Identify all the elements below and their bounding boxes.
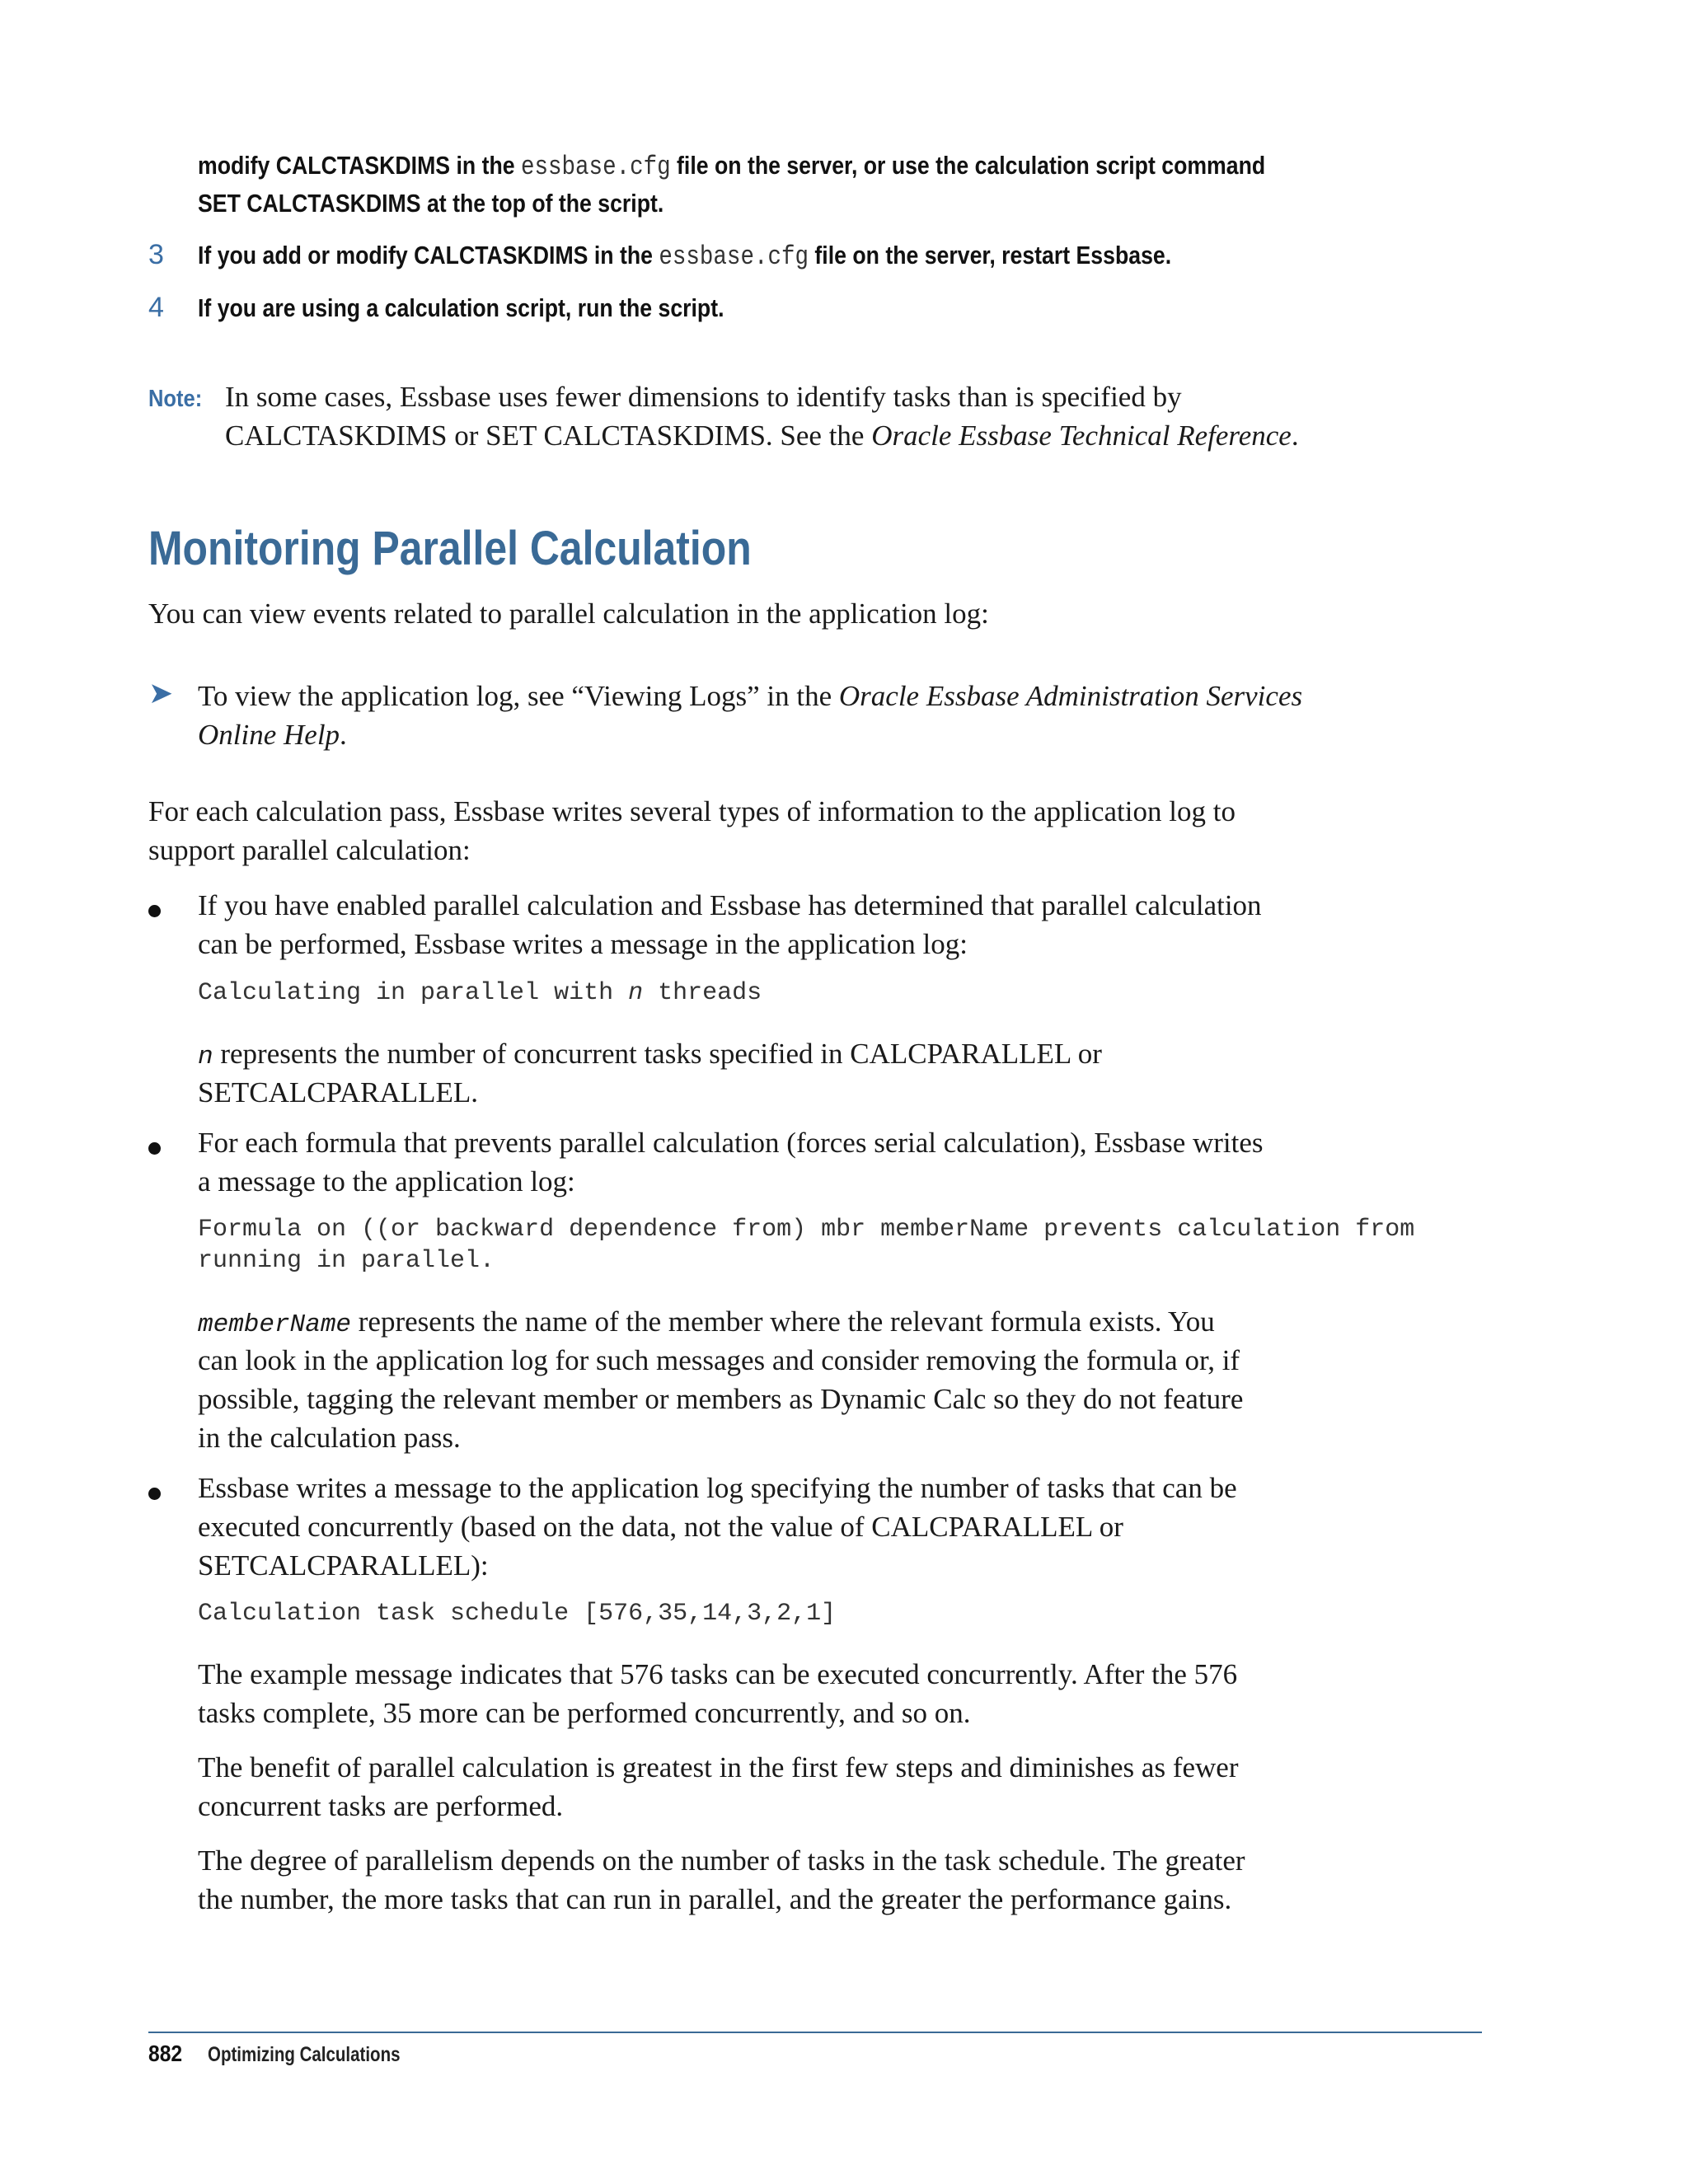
step-2-continuation-line-2: SET CALCTASKDIMS at the top of the script. <box>198 189 664 218</box>
online-help-title: Oracle Essbase Administration Services <box>838 680 1303 712</box>
section-intro: You can view events related to parallel calculation in the application log: <box>148 598 989 630</box>
technical-reference-title: Oracle Essbase Technical Reference <box>871 419 1292 452</box>
step-2-continuation-line-1: modify CALCTASKDIMS in the essbase.cfg file on the server, or use the calculation script command <box>198 151 1266 182</box>
bullet-3-code: Calculation task schedule [576,35,14,3,2,1] <box>198 1600 837 1628</box>
online-help-title-cont: Online Help <box>198 719 340 751</box>
step-3-text: If you add or modify CALCTASKDIMS in the essbase.cfg file on the server, restart Essbase. <box>198 241 1172 272</box>
page-number: 882 <box>148 2041 183 2066</box>
paragraph-line-2: support parallel calculation: <box>148 834 471 866</box>
footer-rule <box>148 2032 1482 2033</box>
bullet-2-line-2: a message to the application log: <box>198 1165 575 1197</box>
bullet-3-p2-line-2: concurrent tasks are performed. <box>198 1790 564 1822</box>
bullet-2-code-line-1: Formula on ((or backward dependence from) mbr memberName prevents calculation from <box>198 1216 1415 1244</box>
bullet-2-code-line-2: running in parallel. <box>198 1247 495 1275</box>
config-filename: essbase.cfg <box>659 241 809 272</box>
procedure-line-1: To view the application log, see “Viewing Logs” in the Oracle Essbase Administration Services <box>198 680 1303 712</box>
chapter-title: Optimizing Calculations <box>208 2043 401 2066</box>
bullet-3-line-1: Essbase writes a message to the application log specifying the number of tasks that can be <box>198 1472 1237 1504</box>
bullet-3-p2-line-1: The benefit of parallel calculation is greatest in the first few steps and diminishes as fewer <box>198 1751 1239 1783</box>
bullet-icon <box>148 1142 161 1155</box>
step-4-text: If you are using a calculation script, run the script. <box>198 293 724 322</box>
note-line-2: CALCTASKDIMS or SET CALCTASKDIMS. See the Oracle Essbase Technical Reference. <box>225 419 1299 452</box>
bullet-1-line-1: If you have enabled parallel calculation and Essbase has determined that parallel calculation <box>198 889 1262 921</box>
bullet-2-line-1: For each formula that prevents parallel calculation (forces serial calculation), Essbase writes <box>198 1127 1264 1159</box>
paragraph-line-1: For each calculation pass, Essbase writes several types of information to the application log to <box>148 795 1236 827</box>
bullet-3-line-2: executed concurrently (based on the data, not the value of CALCPARALLEL or <box>198 1511 1123 1543</box>
bullet-1-code: Calculating in parallel with n threads <box>198 979 762 1007</box>
bullet-2-desc-line-4: in the calculation pass. <box>198 1422 461 1454</box>
bullet-2-desc-line-3: possible, tagging the relevant member or members as Dynamic Calc so they do not feature <box>198 1383 1244 1415</box>
bullet-2-desc-line-2: can look in the application log for such messages and consider removing the formula or, if <box>198 1344 1240 1376</box>
bullet-1-desc-line-2: SETCALCPARALLEL. <box>198 1076 478 1108</box>
note-label: Note: <box>148 386 203 412</box>
bullet-3-p3-line-1: The degree of parallelism depends on the number of tasks in the task schedule. The greater <box>198 1844 1245 1877</box>
bullet-icon <box>148 905 161 917</box>
note-line-1: In some cases, Essbase uses fewer dimensions to identify tasks than is specified by <box>225 381 1182 413</box>
step-4-number: 4 <box>148 292 164 323</box>
bullet-icon <box>148 1488 161 1500</box>
config-filename: essbase.cfg <box>520 152 671 182</box>
bullet-3-p3-line-2: the number, the more tasks that can run in parallel, and the greater the performance gains. <box>198 1883 1232 1915</box>
procedure-arrow-icon: ➤ <box>148 677 174 710</box>
procedure-line-2: Online Help. <box>198 719 347 751</box>
bullet-3-line-3: SETCALCPARALLEL): <box>198 1549 489 1582</box>
section-title: Monitoring Parallel Calculation <box>148 522 752 575</box>
bullet-3-p1-line-2: tasks complete, 35 more can be performed concurrently, and so on. <box>198 1697 971 1729</box>
bullet-3-p1-line-1: The example message indicates that 576 tasks can be executed concurrently. After the 576 <box>198 1658 1238 1690</box>
step-3-number: 3 <box>148 239 164 270</box>
bullet-2-desc-line-1: memberName represents the name of the member where the relevant formula exists. You <box>198 1305 1215 1339</box>
bullet-1-line-2: can be performed, Essbase writes a message in the application log: <box>198 928 968 960</box>
bullet-1-desc-line-1: n represents the number of concurrent tasks specified in CALCPARALLEL or <box>198 1038 1102 1071</box>
